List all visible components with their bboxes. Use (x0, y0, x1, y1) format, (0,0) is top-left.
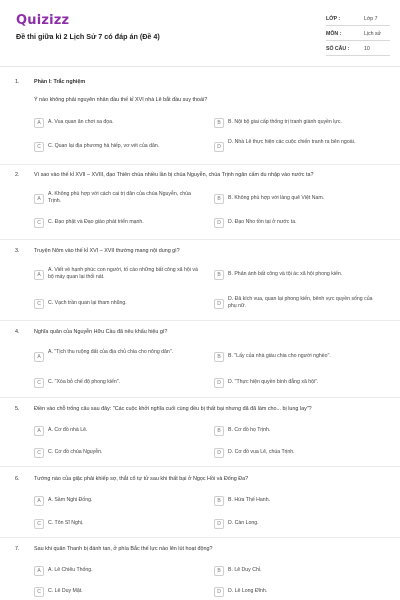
meta-subject-value: Lịch sử (364, 31, 382, 37)
option-text: C. Tôn Sĩ Nghị. (48, 520, 84, 526)
section-title: Phần I: Trắc nghiệm (34, 79, 86, 85)
option-key-box: C (34, 519, 44, 529)
question-number: 2. (15, 172, 20, 178)
question-number: 4. (15, 329, 20, 335)
question-number: 6. (15, 476, 20, 482)
meta-class-value: Lớp 7 (364, 16, 378, 22)
option-text: D. Càn Long. (228, 520, 259, 526)
option-key-box: A (34, 194, 44, 204)
option-key-box: B (214, 496, 224, 506)
question-number: 5. (15, 406, 20, 412)
option-key-box: A (34, 426, 44, 436)
option-text: D. "Thực hiện quyền bình đẳng xã hội". (228, 379, 319, 385)
option-text: B. Lê Duy Chỉ. (228, 567, 262, 573)
option-text: A. Viết về hạnh phúc con người, tố cáo những bất công xã hội và bộ máy quan lại thối nát. (48, 267, 198, 280)
option-key-box: A (34, 352, 44, 362)
meta-subject-label: MÔN : (326, 31, 342, 37)
meta-divider (326, 55, 390, 56)
option-text: A. "Tịch thu ruộng đất của địa chủ chia cho nông dân". (48, 349, 174, 355)
option-text: C. Đạo phật và Đạo giáo phát triển mạnh. (48, 219, 144, 225)
option-key-box: B (214, 270, 224, 280)
option-text: A. Sầm Nghi Đống. (48, 497, 93, 503)
question-divider (0, 397, 400, 398)
option-text: C. Vạch trần quan lại tham nhũng. (48, 300, 127, 306)
document-title: Đề thi giữa kì 2 Lịch Sử 7 có đáp án (Đề 4) (16, 32, 160, 41)
option-text: B. Phản ánh bất công và tội ác xã hội phong kiến. (228, 271, 343, 277)
question-number: 7. (15, 546, 20, 552)
question-divider (0, 239, 400, 240)
option-key-box: D (214, 378, 224, 388)
meta-count-value: 10 (364, 46, 370, 52)
option-key-box: A (34, 566, 44, 576)
option-text: A. Cơ đồ nhà Lê. (48, 427, 88, 433)
option-key-box: B (214, 426, 224, 436)
question-text: Vì sao vào thế kỉ XVII – XVIII, đạo Thiên chúa nhiều lần bị chúa Nguyễn, chúa Trịnh ngăn cấm du nhập vào nước ta? (34, 172, 314, 178)
option-key-box: C (34, 142, 44, 152)
option-text: A. Không phù hợp với cách cai trị dân của chúa Nguyễn, chúa Trịnh. (48, 191, 191, 204)
meta-count-label: SỐ CÂU : (326, 46, 350, 52)
option-text: D. Lê Long Đĩnh. (228, 588, 268, 594)
option-text: A. Vua quan ăn chơi sa đọa. (48, 119, 114, 125)
question-text: Ý nào không phải nguyên nhân đầu thế kỉ XVI nhà Lê bắt đầu suy thoái? (34, 97, 208, 103)
option-key-box: A (34, 270, 44, 280)
option-text: B. Cơ đồ họ Trịnh. (228, 427, 271, 433)
option-key-box: A (34, 118, 44, 128)
option-key-box: A (34, 496, 44, 506)
option-key-box: C (34, 448, 44, 458)
option-key-box: C (34, 218, 44, 228)
option-text: B. Nội bộ giai cấp thống trị tranh giành quyền lực. (228, 119, 342, 125)
option-text: C. Quan lại địa phương hà hiếp, vơ vét của dân. (48, 143, 160, 149)
option-text: C. Lê Duy Mật. (48, 588, 83, 594)
option-key-box: D (214, 142, 224, 152)
option-key-box: D (214, 218, 224, 228)
question-text: Điền vào chỗ trống câu sau đây: "Các cuộc khởi nghĩa cuối cùng đều bị thất bại nhưng đã đã làm cho... bị lung lay"? (34, 406, 312, 412)
option-key-box: D (214, 299, 224, 309)
option-text: D. Cơ đồ vua Lê, chúa Trịnh. (228, 449, 295, 455)
question-number: 1. (15, 79, 20, 85)
question-divider (0, 320, 400, 321)
option-text: A. Lê Chiêu Thống. (48, 567, 93, 573)
option-key-box: D (214, 587, 224, 597)
option-key-box: D (214, 519, 224, 529)
question-text: Tướng nào của giặc phải khiếp sợ, thắt cổ tự tử sau khi thất bại ở Ngọc Hồi và Đống Đa? (34, 476, 249, 482)
option-key-box: B (214, 566, 224, 576)
option-text: C. Cơ đồ chúa Nguyễn. (48, 449, 103, 455)
meta-divider (326, 40, 390, 41)
option-text: B. "Lấy của nhà giàu chia cho người nghèo". (228, 353, 331, 359)
option-text: B. Không phù hợp với làng quê Việt Nam. (228, 195, 325, 201)
option-key-box: B (214, 118, 224, 128)
question-divider (0, 466, 400, 467)
option-text: C. "Xóa bỏ chế độ phong kiến". (48, 379, 121, 385)
option-key-box: C (34, 378, 44, 388)
option-text: D. Đạo Nho tồn tại ở nước ta. (228, 219, 297, 225)
option-key-box: B (214, 194, 224, 204)
question-number: 3. (15, 248, 20, 254)
header-divider (0, 66, 400, 67)
question-text: Truyện Nôm vào thế kỉ XVI – XVII thường mang nội dung gì? (34, 248, 180, 254)
option-key-box: D (214, 448, 224, 458)
quizizz-logo: Quizizz (16, 13, 70, 28)
question-text: Nghĩa quân của Nguyễn Hữu Cầu đã nêu khẩu hiệu gì? (34, 329, 168, 335)
option-key-box: B (214, 352, 224, 362)
question-text: Sau khi quân Thanh bị đánh tan, ở phía Bắc thế lực nào lên lút hoạt động? (34, 546, 213, 552)
worksheet-header (0, 0, 400, 64)
option-text: D. Nhà Lê thực hiện các cuộc chiến tranh ra bên ngoài. (228, 139, 356, 145)
option-key-box: C (34, 299, 44, 309)
question-divider (0, 164, 400, 165)
option-text: B. Hứa Thế Hanh. (228, 497, 271, 503)
meta-divider (326, 25, 390, 26)
option-key-box: C (34, 587, 44, 597)
option-text: D. Đả kích vua, quan lại phong kiến, bênh vực quyền sống của phụ nữ. (228, 296, 373, 309)
question-divider (0, 537, 400, 538)
meta-class-label: LỚP : (326, 16, 341, 22)
